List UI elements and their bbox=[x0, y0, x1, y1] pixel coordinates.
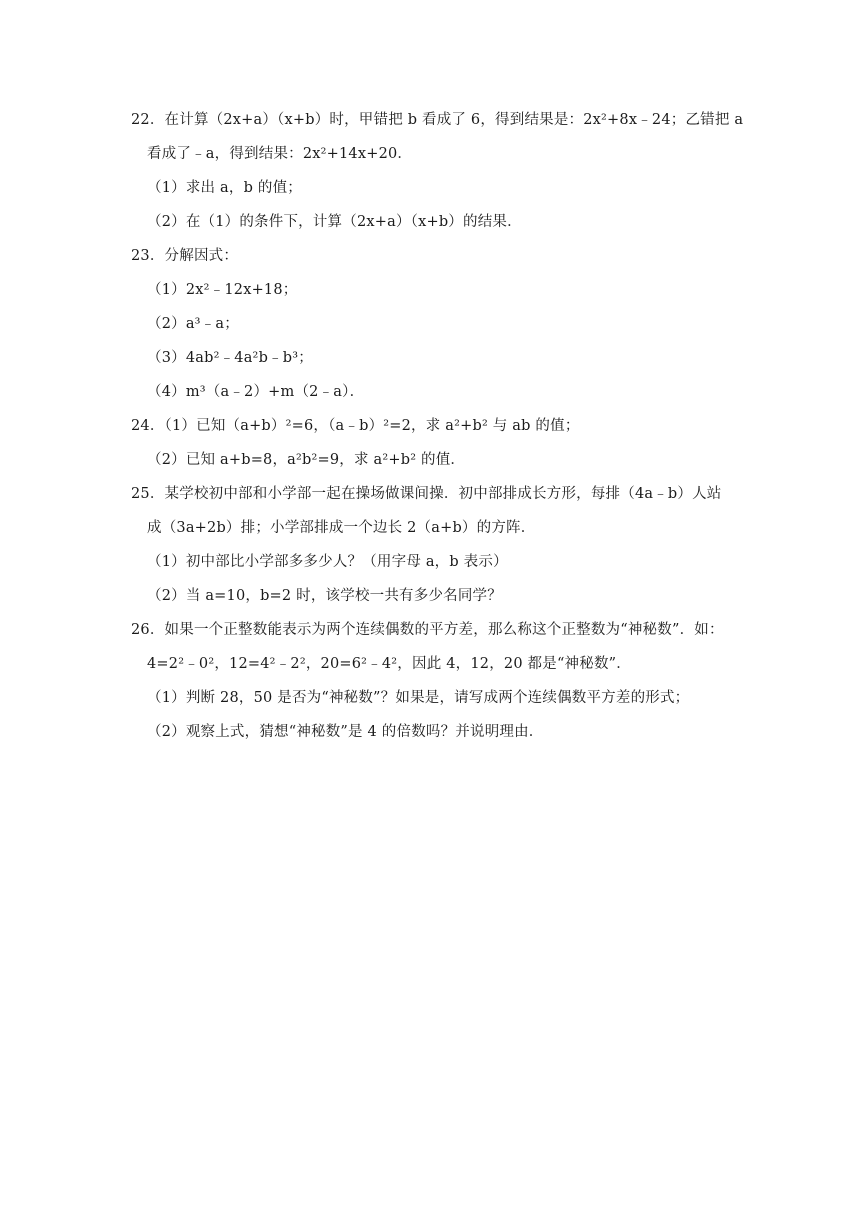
question-22-line-2: 看成了﹣a，得到结果：2x²+14x+20． bbox=[147, 146, 413, 162]
question-23-part-3: （3）4ab²﹣4a²b﹣b³； bbox=[147, 350, 313, 366]
question-23-part-2: （2）a³﹣a； bbox=[147, 316, 239, 332]
question-22-part-1: （1）求出 a，b 的值； bbox=[147, 180, 302, 196]
question-25-part-1: （1）初中部比小学部多多少人？（用字母 a，b 表示） bbox=[147, 554, 508, 570]
question-24-part-2: （2）已知 a+b=8，a²b²=9，求 a²+b² 的值． bbox=[147, 452, 466, 468]
question-26-line-2: 4=2²﹣0²，12=4²﹣2²，20=6²﹣4²，因此 4，12，20 都是“神秘数”． bbox=[147, 656, 631, 672]
question-23-part-1: （1）2x²﹣12x+18； bbox=[147, 282, 298, 298]
question-25-line-1: 25．某学校初中部和小学部一起在操场做课间操．初中部排成长方形，每排（4a﹣b）人站 bbox=[131, 486, 722, 502]
question-26-part-2: （2）观察上式，猜想“神秘数”是 4 的倍数吗？并说明理由． bbox=[147, 724, 544, 740]
question-22-part-2: （2）在（1）的条件下，计算（2x+a）（x+b）的结果． bbox=[147, 214, 522, 230]
question-23-part-4: （4）m³（a﹣2）+m（2﹣a）． bbox=[147, 384, 365, 400]
question-24-part-1: 24．（1）已知（a+b）²=6，（a﹣b）²=2，求 a²+b² 与 ab 的值； bbox=[131, 418, 580, 434]
question-25-line-2: 成（3a+2b）排；小学部排成一个边长 2（a+b）的方阵． bbox=[147, 520, 536, 536]
question-26-line-1: 26．如果一个正整数能表示为两个连续偶数的平方差，那么称这个正整数为“神秘数”．如： bbox=[131, 622, 724, 638]
question-25-part-2: （2）当 a=10，b=2 时，该学校一共有多少名同学？ bbox=[147, 588, 502, 604]
question-23-title: 23．分解因式： bbox=[131, 248, 239, 264]
question-22-line-1: 22．在计算（2x+a）（x+b）时，甲错把 b 看成了 6，得到结果是：2x²+8x﹣24；乙错把 a bbox=[131, 112, 744, 128]
question-26-part-1: （1）判断 28，50 是否为“神秘数”？如果是，请写成两个连续偶数平方差的形式； bbox=[147, 690, 690, 706]
